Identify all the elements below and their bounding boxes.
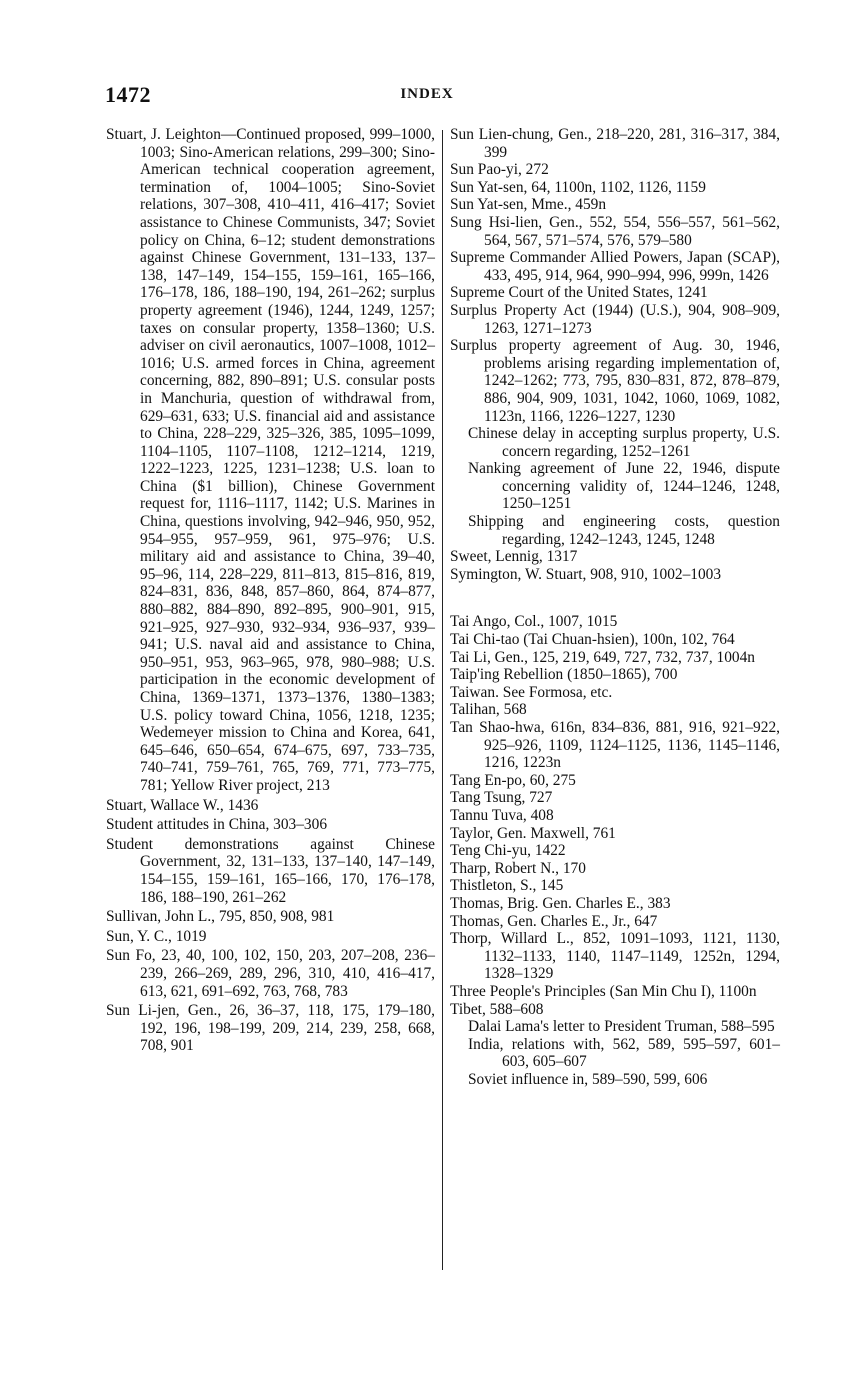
index-entry: Sung Hsi-lien, Gen., 552, 554, 556–557, 561–562, 564, 567, 571–574, 576, 579–580 — [450, 213, 780, 249]
index-entry: Sun Lien-chung, Gen., 218–220, 281, 316–317, 384, 399 — [450, 126, 780, 161]
index-entry: Sweet, Lennig, 1317 — [450, 548, 578, 566]
index-subentry: Shipping and engineering costs, question regarding, 1242–1243, 1245, 1248 — [468, 513, 780, 548]
index-entry: Surplus Property Act (1944) (U.S.), 904, 908–909, 1263, 1271–1273 — [450, 301, 780, 337]
index-entry: Supreme Commander Allied Powers, Japan (SCAP), 433, 495, 914, 964, 990–994, 996, 999n, 1426 — [450, 249, 780, 284]
index-entry: Symington, W. Stuart, 908, 910, 1002–1003 — [450, 565, 722, 583]
index-entry: Tharp, Robert N., 170 — [450, 859, 586, 877]
index-entry: Taiwan. See Formosa, etc. — [450, 683, 613, 701]
index-entry: Talihan, 568 — [450, 701, 527, 719]
index-entry: Tai Ango, Col., 1007, 1015 — [450, 613, 618, 631]
index-entry: Tai Chi-tao (Tai Chuan-hsien), 100n, 102, 764 — [450, 631, 735, 649]
index-entry: Supreme Court of the United States, 1241 — [450, 284, 708, 302]
index-entry: Tang Tsung, 727 — [450, 789, 553, 807]
index-entry: Sun Fo, 23, 40, 100, 102, 150, 203, 207–208, 236–239, 266–269, 289, 296, 310, 410, 416–417, 613, 621, 691–692, 763, 768, 783 — [106, 947, 435, 1000]
index-entry: Tai Li, Gen., 125, 219, 649, 727, 732, 737, 1004n — [450, 648, 756, 666]
index-entry: Tan Shao-hwa, 616n, 834–836, 881, 916, 921–922, 925–926, 1109, 1124–1125, 1136, 1145–1146, 1216, 1223n — [450, 719, 780, 772]
index-entry: Thorp, Willard L., 852, 1091–1093, 1121, 1130, 1132–1133, 1140, 1147–1149, 1252n, 1294, 1328–1329 — [450, 930, 780, 983]
index-entry: Student demonstrations against Chinese Government, 32, 131–133, 137–140, 147–149, 154–155, 159–161, 165–166, 170, 176–178, 186, 188–190, 261–262 — [106, 835, 435, 906]
index-entry: Teng Chi-yu, 1422 — [450, 842, 566, 860]
index-entry: Sun Li-jen, Gen., 26, 36–37, 118, 175, 179–180, 192, 196, 198–199, 209, 214, 239, 258, 668, 708, 901 — [106, 1002, 435, 1055]
index-subentry: Chinese delay in accepting surplus property, U.S. concern regarding, 1252–1261 — [468, 425, 780, 460]
index-entry: Surplus property agreement of Aug. 30, 1946, problems arising regarding implementation of, 1242–1262; 773, 795, 830–831, 872, 878–879, 886, 904, 909, 1031, 1042, 1060, 1069, 1082, 1123n, 1166, 1226–1227, 1230 — [450, 337, 780, 425]
page-number: 1472 — [105, 82, 151, 107]
index-entry: Sun, Y. C., 1019 — [106, 927, 207, 945]
index-column-right — [450, 126, 780, 1088]
index-entry: Sun Yat-sen, Mme., 459n — [450, 196, 607, 214]
index-entry: Taylor, Gen. Maxwell, 761 — [450, 824, 616, 842]
index-entry: Tang En-po, 60, 275 — [450, 771, 576, 789]
index-subentry: India, relations with, 562, 589, 595–597, 601–603, 605–607 — [468, 1035, 780, 1071]
index-subentry: Soviet influence in, 589–590, 599, 606 — [468, 1070, 708, 1088]
running-head: INDEX — [400, 86, 454, 102]
index-entry: Thomas, Gen. Charles E., Jr., 647 — [450, 912, 658, 930]
index-entry: Student attitudes in China, 303–306 — [106, 816, 328, 834]
index-subentry: Dalai Lama's letter to President Truman, 588–595 — [468, 1018, 775, 1036]
index-entry: Sun Pao-yi, 272 — [450, 161, 549, 179]
index-entry: Tannu Tuva, 408 — [450, 806, 554, 824]
index-entry: Sullivan, John L., 795, 850, 908, 981 — [106, 908, 335, 926]
index-entry: Sun Yat-sen, 64, 1100n, 1102, 1126, 1159 — [450, 178, 706, 196]
index-entry: Stuart, J. Leighton—Continued proposed, 999–1000, 1003; Sino-American relations, 299–300; Sino-American technical cooperation agreement, termination of, 1004–1005; Sino-Soviet relations, 307–308, 410–411, 416–417; Soviet assistance to Chinese Communists, 347; Soviet policy on China, 6–12; student demonstrations against Chinese Government, 131–133, 137–138, 147–149, 154–155, 159–161, 165–166, 176–178, 186, 188–190, 194, 261–262; surplus property agreement (1946), 1244, 1249, 1257; taxes on consular property, 1358–1360; U.S. adviser on civil aeronautics, 1007–1008, 1012–1016; U.S. armed forces in China, agreement concerning, 882, 890–891; U.S. consular posts in Manchuria, question of withdrawal from, 629–631, 633; U.S. financial aid and assistance to China, 228–229, 325–326, 385, 1095–1099, 1104–1105, 1107–1108, 1212–1214, 1219, 1222–1223, 1225, 1231–1238; U.S. loan to China ($1 billion), Chinese Government request for, 1116–1117, 1142; U.S. Marines in China, questions involving, 942–946, 950, 952, 954–955, 957–959, 961, 975–976; U.S. military aid and assistance to China, 39–40, 95–96, 114, 228–229, 811–813, 815–816, 819, 824–831, 836, 848, 857–860, 864, 874–877, 880–882, 884–890, 892–895, 900–901, 915, 921–925, 927–930, 932–934, 936–937, 939–941; U.S. naval aid and assistance to China, 950–951, 953, 963–965, 978, 980–988; U.S. participation in the economic development of China, 1369–1371, 1373–1376, 1380–1383; U.S. policy toward China, 1056, 1218, 1235; Wedemeyer mission to China and Korea, 641, 645–646, 650–654, 674–675, 697, 733–735, 740–741, 759–761, 765, 769, 771, 773–775, 781; Yellow River project, 213 — [106, 126, 435, 794]
index-entry: Thistleton, S., 145 — [450, 877, 564, 895]
index-entry: Thomas, Brig. Gen. Charles E., 383 — [450, 894, 671, 912]
index-entry: Stuart, Wallace W., 1436 — [106, 796, 259, 814]
column-divider — [442, 130, 443, 1270]
index-entry: Three People's Principles (San Min Chu I), 1100n — [450, 982, 757, 1000]
index-entry: Taip'ing Rebellion (1850–1865), 700 — [450, 666, 678, 684]
index-subentry: Nanking agreement of June 22, 1946, dispute concerning validity of, 1244–1246, 1248, 1250–1251 — [468, 460, 780, 513]
index-entry: Tibet, 588–608 — [450, 1000, 544, 1018]
index-column-left — [106, 126, 435, 1055]
